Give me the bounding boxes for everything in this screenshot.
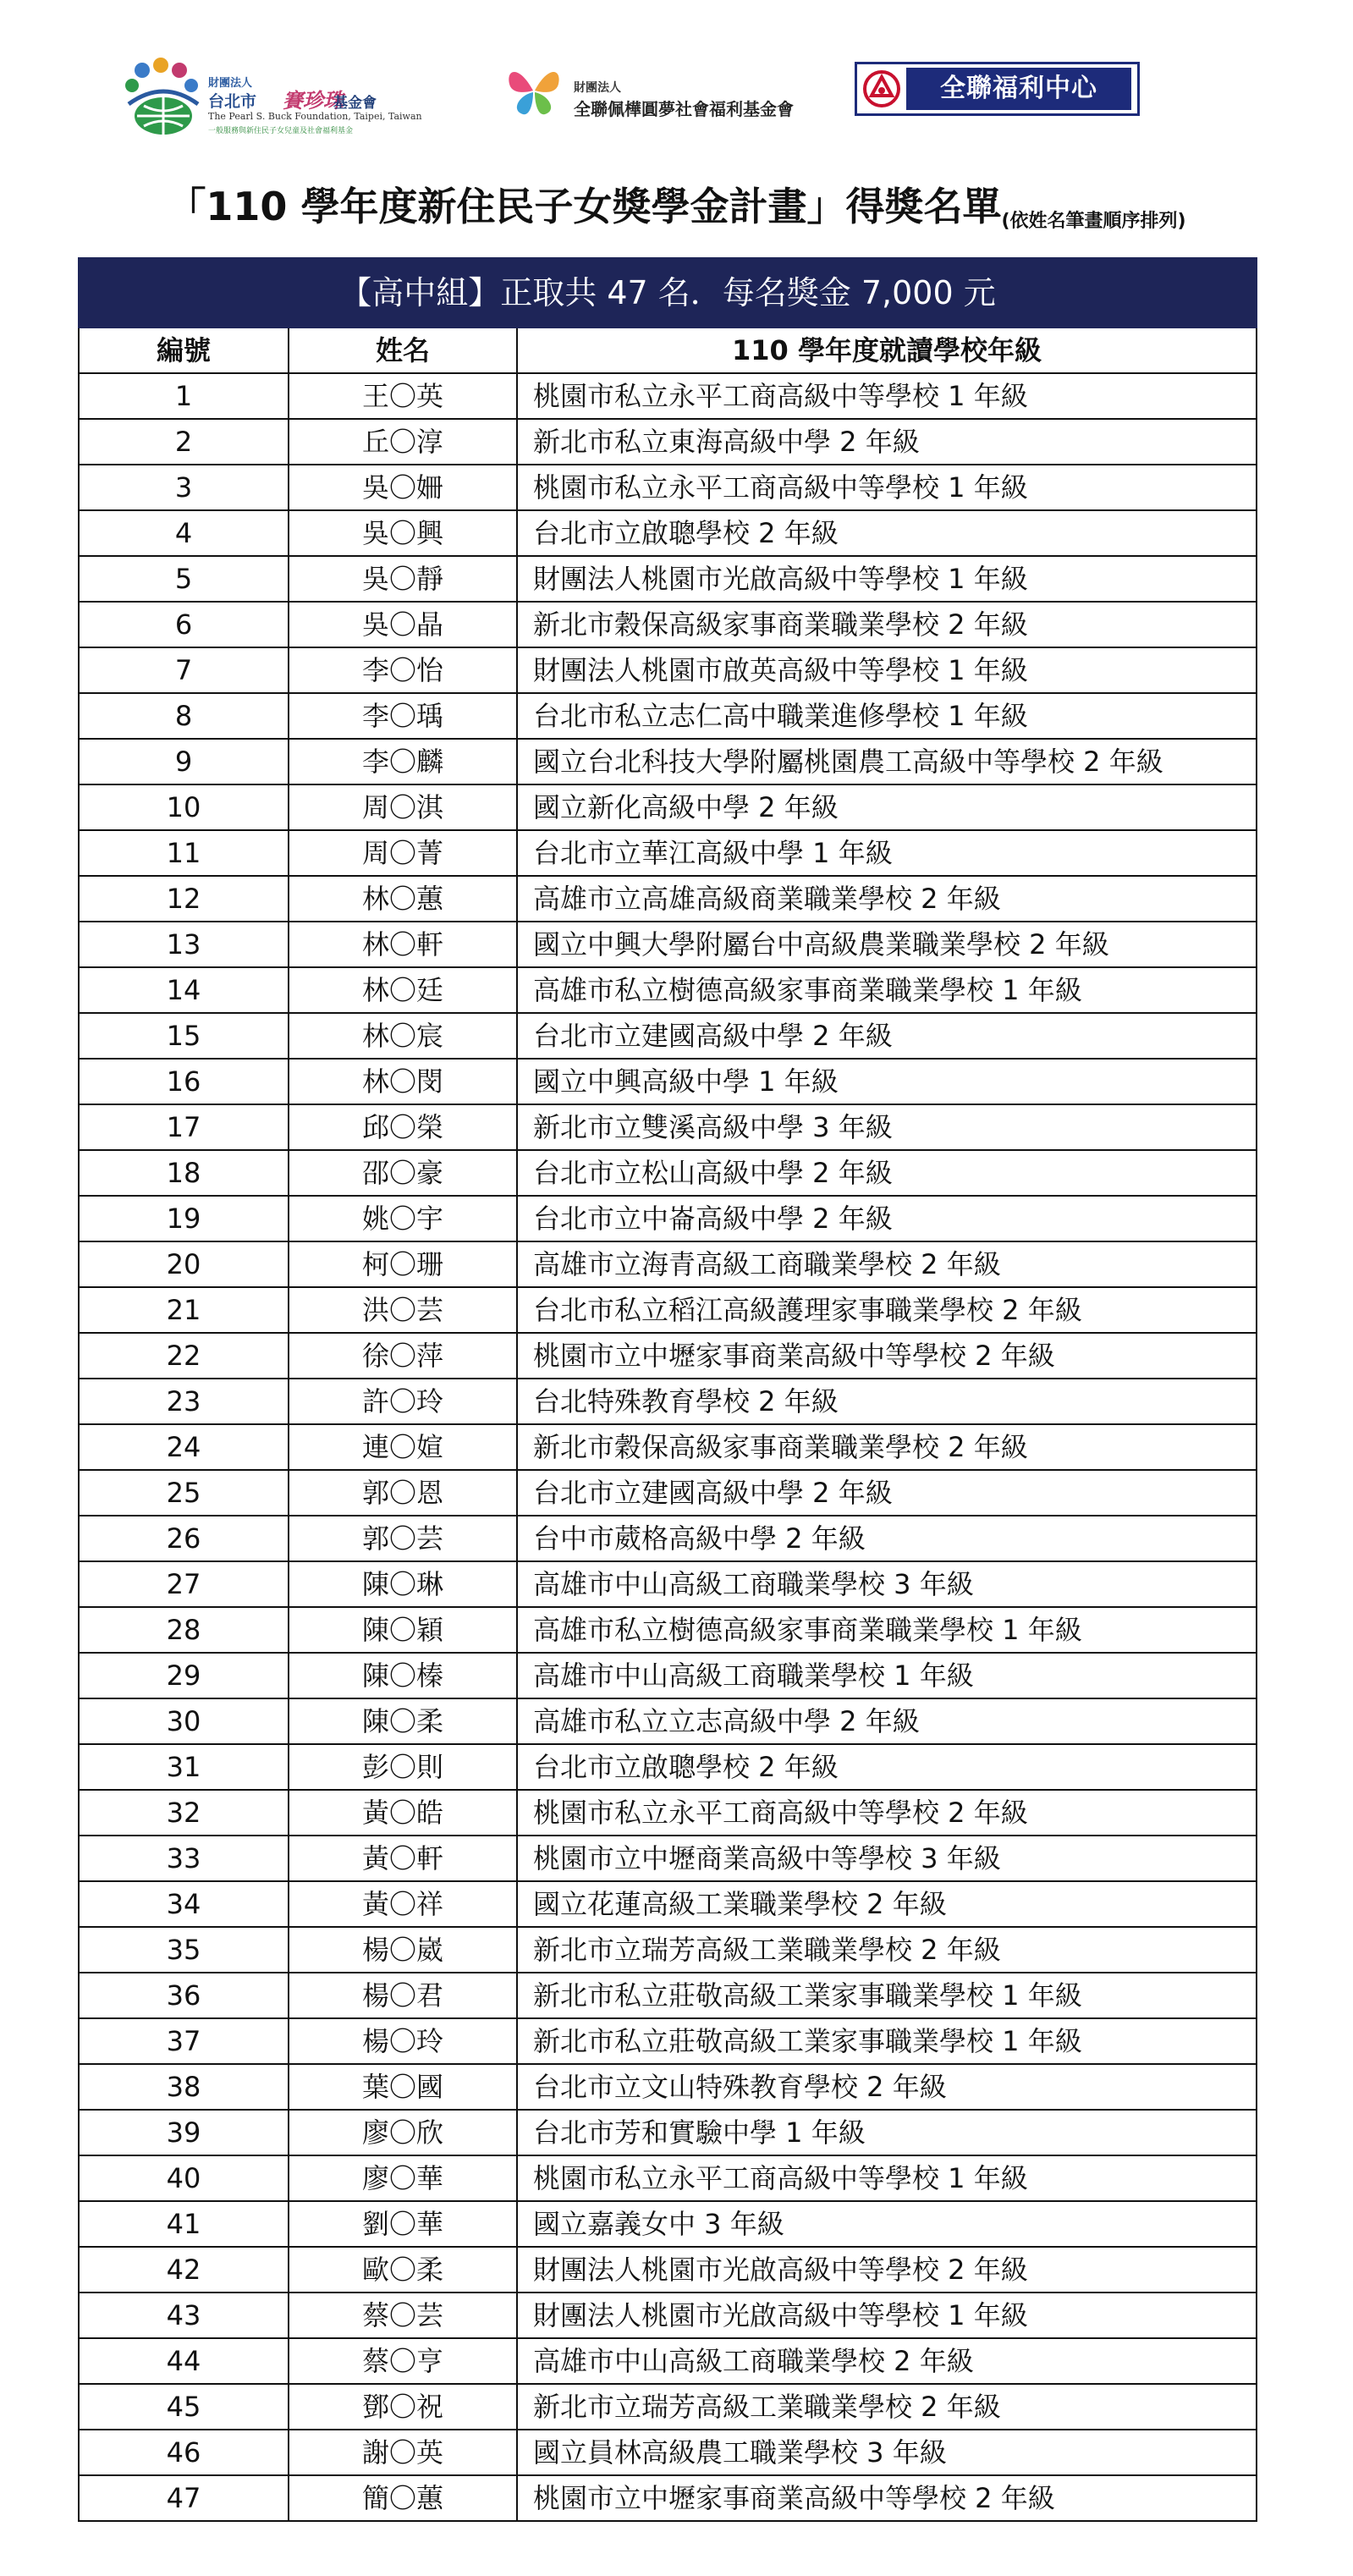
cell-number: 3	[79, 465, 289, 510]
cell-school: 高雄市中山高級工商職業學校 3 年級	[517, 1561, 1257, 1607]
cell-number: 38	[79, 2064, 289, 2110]
table-row	[79, 1059, 1257, 1104]
cell-name: 黃〇祥	[289, 1881, 517, 1927]
table-row	[79, 876, 1257, 922]
cell-name: 李〇麟	[289, 739, 517, 784]
logo1-english-name: The Pearl S. Buck Foundation, Taipei, Taiwan	[208, 111, 422, 122]
cell-school: 新北市立雙溪高級中學 3 年級	[517, 1104, 1257, 1150]
cell-number: 19	[79, 1196, 289, 1241]
cell-name: 林〇閔	[289, 1059, 517, 1104]
cell-name: 吳〇興	[289, 510, 517, 556]
cell-number: 6	[79, 602, 289, 647]
cell-school: 新北市私立莊敬高級工業家事職業學校 1 年級	[517, 2018, 1257, 2064]
cell-school: 財團法人桃園市光啟高級中等學校 1 年級	[517, 2293, 1257, 2338]
table-row	[79, 556, 1257, 602]
cell-number: 43	[79, 2293, 289, 2338]
table-row	[79, 2064, 1257, 2110]
cell-number: 11	[79, 830, 289, 876]
table-row	[79, 1379, 1257, 1424]
cell-name: 丘〇淳	[289, 419, 517, 465]
cell-name: 陳〇穎	[289, 1607, 517, 1653]
cell-number: 24	[79, 1424, 289, 1470]
table-row	[79, 647, 1257, 693]
table-row	[79, 2110, 1257, 2155]
table-row	[79, 2293, 1257, 2338]
cell-number: 42	[79, 2247, 289, 2293]
cell-name: 徐〇萍	[289, 1333, 517, 1379]
table-row	[79, 1241, 1257, 1287]
cell-name: 周〇淇	[289, 784, 517, 830]
cell-name: 許〇玲	[289, 1379, 517, 1424]
cell-school: 高雄市私立樹德高級家事商業職業學校 1 年級	[517, 1607, 1257, 1653]
cell-number: 5	[79, 556, 289, 602]
cell-name: 林〇宸	[289, 1013, 517, 1059]
cell-school: 桃園市私立永平工商高級中等學校 1 年級	[517, 373, 1257, 419]
table-row	[79, 1881, 1257, 1927]
table-row	[79, 602, 1257, 647]
cell-name: 林〇蕙	[289, 876, 517, 922]
cell-name: 歐〇柔	[289, 2247, 517, 2293]
cell-number: 41	[79, 2201, 289, 2247]
cell-name: 廖〇欣	[289, 2110, 517, 2155]
column-header-school: 110 學年度就讀學校年級	[517, 328, 1257, 373]
logo3-brand-name: 全聯福利中心	[906, 68, 1131, 110]
cell-name: 李〇怡	[289, 647, 517, 693]
table-row	[79, 1973, 1257, 2018]
cell-name: 郭〇芸	[289, 1516, 517, 1561]
cell-school: 台北市立松山高級中學 2 年級	[517, 1150, 1257, 1196]
table-banner: 【高中組】正取共 47 名．每名獎金 7,000 元	[79, 258, 1257, 328]
cell-number: 22	[79, 1333, 289, 1379]
cell-number: 12	[79, 876, 289, 922]
cell-name: 吳〇晶	[289, 602, 517, 647]
cell-name: 郭〇恩	[289, 1470, 517, 1516]
table-row	[79, 1013, 1257, 1059]
cell-school: 台北市立華江高級中學 1 年級	[517, 830, 1257, 876]
cell-school: 台北市立啟聰學校 2 年級	[517, 510, 1257, 556]
table-row	[79, 1287, 1257, 1333]
cell-school: 高雄市立海青高級工商職業學校 2 年級	[517, 1241, 1257, 1287]
cell-school: 國立員林高級農工職業學校 3 年級	[517, 2430, 1257, 2475]
cell-school: 新北市立瑞芳高級工業職業學校 2 年級	[517, 2384, 1257, 2430]
cell-name: 楊〇玲	[289, 2018, 517, 2064]
cell-school: 台北市立建國高級中學 2 年級	[517, 1013, 1257, 1059]
cell-number: 40	[79, 2155, 289, 2201]
table-row	[79, 2338, 1257, 2384]
cell-number: 9	[79, 739, 289, 784]
cell-school: 桃園市私立永平工商高級中等學校 2 年級	[517, 1790, 1257, 1836]
table-row	[79, 967, 1257, 1013]
cell-school: 國立新化高級中學 2 年級	[517, 784, 1257, 830]
cell-number: 26	[79, 1516, 289, 1561]
cell-number: 7	[79, 647, 289, 693]
logo1-slogan: 一般服務與新住民子女兒童及社會福利基金	[208, 127, 354, 135]
cell-number: 31	[79, 1744, 289, 1790]
cell-name: 楊〇君	[289, 1973, 517, 2018]
page-title	[0, 176, 1353, 233]
people-globe-icon	[117, 55, 210, 140]
cell-name: 蔡〇亨	[289, 2338, 517, 2384]
table-row	[79, 1516, 1257, 1561]
cell-school: 台北市立啟聰學校 2 年級	[517, 1744, 1257, 1790]
cell-school: 桃園市私立永平工商高級中等學校 1 年級	[517, 2155, 1257, 2201]
table-header-row	[79, 328, 1257, 373]
table-row	[79, 419, 1257, 465]
cell-number: 1	[79, 373, 289, 419]
table-row	[79, 1744, 1257, 1790]
cell-name: 邵〇豪	[289, 1150, 517, 1196]
cell-school: 新北市穀保高級家事商業職業學校 2 年級	[517, 602, 1257, 647]
cell-number: 27	[79, 1561, 289, 1607]
cell-name: 邱〇榮	[289, 1104, 517, 1150]
logo1-city: 台北市	[208, 92, 257, 111]
cell-name: 陳〇琳	[289, 1561, 517, 1607]
cell-school: 台中市葳格高級中學 2 年級	[517, 1516, 1257, 1561]
cell-number: 30	[79, 1698, 289, 1744]
cell-school: 台北市私立稻江高級護理家事職業學校 2 年級	[517, 1287, 1257, 1333]
cell-number: 33	[79, 1836, 289, 1881]
cell-school: 財團法人桃園市光啟高級中等學校 2 年級	[517, 2247, 1257, 2293]
cell-name: 陳〇榛	[289, 1653, 517, 1698]
logo1-signature: 賽珍珠	[283, 88, 344, 113]
logo2-org-type: 財團法人	[574, 81, 621, 95]
cell-number: 45	[79, 2384, 289, 2430]
cell-number: 28	[79, 1607, 289, 1653]
table-row	[79, 465, 1257, 510]
table-row	[79, 2018, 1257, 2064]
cell-name: 李〇瑀	[289, 693, 517, 739]
cell-number: 4	[79, 510, 289, 556]
cell-name: 蔡〇芸	[289, 2293, 517, 2338]
table-banner-row	[79, 258, 1257, 328]
cell-school: 高雄市中山高級工商職業學校 2 年級	[517, 2338, 1257, 2384]
cell-name: 周〇菁	[289, 830, 517, 876]
cell-number: 23	[79, 1379, 289, 1424]
cell-number: 8	[79, 693, 289, 739]
table-row	[79, 1927, 1257, 1973]
cell-name: 林〇廷	[289, 967, 517, 1013]
table-row	[79, 1836, 1257, 1881]
table-row	[79, 510, 1257, 556]
table-row	[79, 373, 1257, 419]
cell-number: 47	[79, 2475, 289, 2521]
cell-school: 新北市穀保高級家事商業職業學校 2 年級	[517, 1424, 1257, 1470]
pearl-buck-foundation-logo	[117, 55, 422, 140]
cell-name: 廖〇華	[289, 2155, 517, 2201]
cell-number: 14	[79, 967, 289, 1013]
cell-name: 吳〇姍	[289, 465, 517, 510]
butterfly-icon	[503, 62, 565, 119]
cell-name: 林〇軒	[289, 922, 517, 967]
table-body	[79, 373, 1257, 2521]
title-sort-note: (依姓名筆畫順序排列)	[1001, 211, 1186, 232]
cell-number: 35	[79, 1927, 289, 1973]
cell-number: 17	[79, 1104, 289, 1150]
cell-name: 連〇媗	[289, 1424, 517, 1470]
table-row	[79, 784, 1257, 830]
table-row	[79, 1607, 1257, 1653]
column-header-number: 編號	[79, 328, 289, 373]
cell-school: 國立中興大學附屬台中高級農業職業學校 2 年級	[517, 922, 1257, 967]
cell-school: 高雄市私立樹德高級家事商業職業學校 1 年級	[517, 967, 1257, 1013]
cell-number: 46	[79, 2430, 289, 2475]
cell-number: 21	[79, 1287, 289, 1333]
cell-number: 44	[79, 2338, 289, 2384]
cell-school: 新北市私立東海高級中學 2 年級	[517, 419, 1257, 465]
cell-name: 簡〇蕙	[289, 2475, 517, 2521]
cell-school: 台北市立建國高級中學 2 年級	[517, 1470, 1257, 1516]
cell-name: 吳〇靜	[289, 556, 517, 602]
table-row	[79, 693, 1257, 739]
cell-number: 34	[79, 1881, 289, 1927]
cell-school: 新北市立瑞芳高級工業職業學校 2 年級	[517, 1927, 1257, 1973]
cell-school: 國立台北科技大學附屬桃園農工高級中等學校 2 年級	[517, 739, 1257, 784]
logo-strip	[0, 47, 1353, 148]
table-row	[79, 2384, 1257, 2430]
table-row	[79, 2155, 1257, 2201]
cell-school: 國立中興高級中學 1 年級	[517, 1059, 1257, 1104]
cell-name: 黃〇軒	[289, 1836, 517, 1881]
cell-number: 29	[79, 1653, 289, 1698]
cell-number: 2	[79, 419, 289, 465]
cell-name: 劉〇華	[289, 2201, 517, 2247]
cell-school: 桃園市私立永平工商高級中等學校 1 年級	[517, 465, 1257, 510]
cell-school: 國立嘉義女中 3 年級	[517, 2201, 1257, 2247]
logo1-org-type: 財團法人	[208, 77, 253, 90]
table-row	[79, 1104, 1257, 1150]
cell-school: 桃園市立中壢家事商業高級中等學校 2 年級	[517, 1333, 1257, 1379]
cell-number: 16	[79, 1059, 289, 1104]
title-main: 「110 學年度新住民子女獎學金計畫」得獎名單	[167, 184, 1002, 229]
cell-school: 新北市私立莊敬高級工業家事職業學校 1 年級	[517, 1973, 1257, 2018]
cell-school: 財團法人桃園市啟英高級中等學校 1 年級	[517, 647, 1257, 693]
cell-name: 楊〇崴	[289, 1927, 517, 1973]
cell-school: 高雄市中山高級工商職業學校 1 年級	[517, 1653, 1257, 1698]
cell-number: 25	[79, 1470, 289, 1516]
cell-school: 桃園市立中壢商業高級中等學校 3 年級	[517, 1836, 1257, 1881]
cell-school: 台北市芳和實驗中學 1 年級	[517, 2110, 1257, 2155]
table-row	[79, 1561, 1257, 1607]
cell-name: 葉〇國	[289, 2064, 517, 2110]
logo1-foundation: 基金會	[333, 95, 377, 112]
cell-name: 陳〇柔	[289, 1698, 517, 1744]
table-row	[79, 2475, 1257, 2521]
pxmart-charity-foundation-logo	[503, 62, 833, 129]
table-row	[79, 1424, 1257, 1470]
cell-school: 財團法人桃園市光啟高級中等學校 1 年級	[517, 556, 1257, 602]
table-row	[79, 1150, 1257, 1196]
cell-number: 10	[79, 784, 289, 830]
table-row	[79, 1653, 1257, 1698]
table-row	[79, 922, 1257, 967]
cell-number: 18	[79, 1150, 289, 1196]
cell-number: 32	[79, 1790, 289, 1836]
cell-school: 高雄市立高雄高級商業職業學校 2 年級	[517, 876, 1257, 922]
cell-name: 彭〇則	[289, 1744, 517, 1790]
table-row	[79, 1470, 1257, 1516]
cell-number: 37	[79, 2018, 289, 2064]
cell-number: 36	[79, 1973, 289, 2018]
logo2-foundation-name: 全聯佩樺圓夢社會福利基金會	[574, 99, 794, 119]
cell-number: 20	[79, 1241, 289, 1287]
table-row	[79, 1790, 1257, 1836]
table-row	[79, 2201, 1257, 2247]
cell-school: 台北特殊教育學校 2 年級	[517, 1379, 1257, 1424]
cell-school: 桃園市立中壢家事商業高級中等學校 2 年級	[517, 2475, 1257, 2521]
cell-name: 黃〇皓	[289, 1790, 517, 1836]
pxmart-logo	[855, 62, 1140, 116]
cell-number: 13	[79, 922, 289, 967]
cell-name: 柯〇珊	[289, 1241, 517, 1287]
cell-number: 39	[79, 2110, 289, 2155]
column-header-name: 姓名	[289, 328, 517, 373]
table-row	[79, 1698, 1257, 1744]
pxmart-emblem-icon	[862, 69, 901, 108]
cell-name: 姚〇宇	[289, 1196, 517, 1241]
cell-name: 謝〇英	[289, 2430, 517, 2475]
table-row	[79, 2430, 1257, 2475]
cell-name: 鄧〇祝	[289, 2384, 517, 2430]
cell-school: 台北市私立志仁高中職業進修學校 1 年級	[517, 693, 1257, 739]
cell-school: 台北市立文山特殊教育學校 2 年級	[517, 2064, 1257, 2110]
table-row	[79, 1196, 1257, 1241]
table-row	[79, 830, 1257, 876]
table-row	[79, 739, 1257, 784]
cell-name: 洪〇芸	[289, 1287, 517, 1333]
cell-school: 高雄市私立立志高級中學 2 年級	[517, 1698, 1257, 1744]
table-row	[79, 1333, 1257, 1379]
cell-name: 王〇英	[289, 373, 517, 419]
cell-number: 15	[79, 1013, 289, 1059]
table-row	[79, 2247, 1257, 2293]
awardee-table	[78, 257, 1257, 2522]
cell-school: 台北市立中崙高級中學 2 年級	[517, 1196, 1257, 1241]
cell-school: 國立花蓮高級工業職業學校 2 年級	[517, 1881, 1257, 1927]
